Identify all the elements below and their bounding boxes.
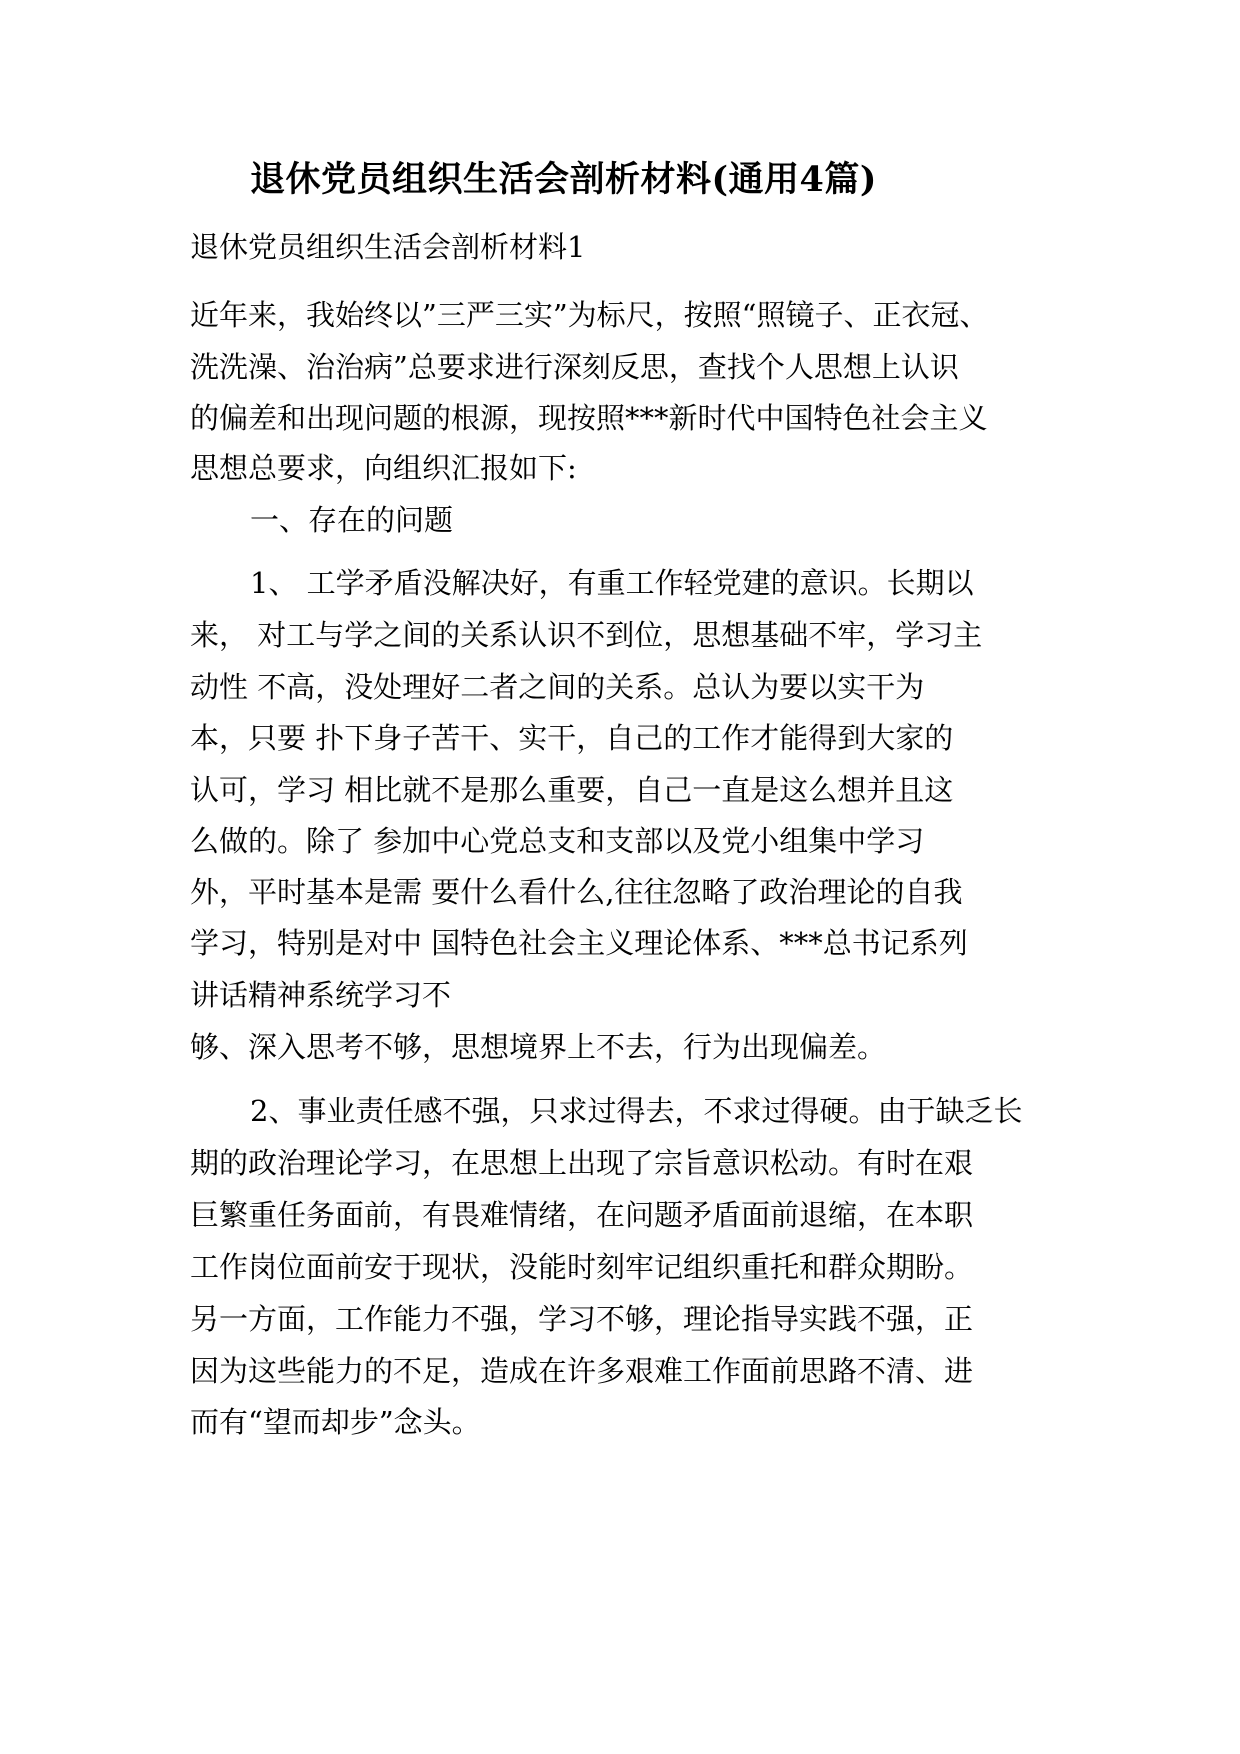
- text-line: 本，只要 扑下身子苦干、实干，自己的工作才能得到大家的: [190, 721, 954, 755]
- text-line: 来， 对工与学之间的关系认识不到位，思想基础不牢，学习主: [190, 618, 983, 652]
- text-line: 1、 工学矛盾没解决好，有重工作轻党建的意识。长期以: [250, 566, 974, 600]
- document-title: 退休党员组织生活会剖析材料(通用4篇): [250, 159, 877, 200]
- text-line: 思想总要求，向组织汇报如下:: [190, 451, 577, 485]
- section-heading: 退休党员组织生活会剖析材料1: [190, 230, 586, 264]
- text-line: 工作岗位面前安于现状，没能时刻牢记组织重托和群众期盼。: [190, 1250, 974, 1284]
- text-line: 近年来，我始终以”三严三实”为标尺，按照“照镜子、正衣冠、: [190, 298, 989, 332]
- subheading: 一、存在的问题: [250, 503, 454, 537]
- text-line: 另一方面，工作能力不强，学习不够，理论指导实践不强，正: [190, 1302, 974, 1336]
- text-line: 巨繁重任务面前，有畏难情绪，在问题矛盾面前退缩，在本职: [190, 1198, 974, 1232]
- text-line: 动性 不高，没处理好二者之间的关系。总认为要以实干为: [190, 670, 925, 704]
- text-line: 而有“望而却步”念头。: [190, 1405, 481, 1439]
- text-line: 够、深入思考不够，思想境界上不去，行为出现偏差。: [190, 1030, 887, 1064]
- text-line: 洗洗澡、治治病”总要求进行深刻反思，查找个人思想上认识: [190, 350, 959, 384]
- text-line: 的偏差和出现问题的根源，现按照***新时代中国特色社会主义: [190, 401, 988, 435]
- text-line: 2、事业责任感不强，只求过得去，不求过得硬。由于缺乏长: [250, 1094, 1023, 1128]
- text-line: 么做的。除了 参加中心党总支和支部以及党小组集中学习: [190, 824, 925, 858]
- text-line: 外，平时基本是需 要什么看什么,往往忽略了政治理论的自我: [190, 875, 963, 909]
- text-line: 认可，学习 相比就不是那么重要，自己一直是这么想并且这: [190, 773, 954, 807]
- text-line: 因为这些能力的不足，造成在许多艰难工作面前思路不清、进: [190, 1354, 974, 1388]
- text-line: 期的政治理论学习，在思想上出现了宗旨意识松动。有时在艰: [190, 1146, 974, 1180]
- text-line: 学习，特别是对中 国特色社会主义理论体系、***总书记系列: [190, 926, 968, 960]
- text-line: 讲话精神系统学习不: [190, 978, 452, 1012]
